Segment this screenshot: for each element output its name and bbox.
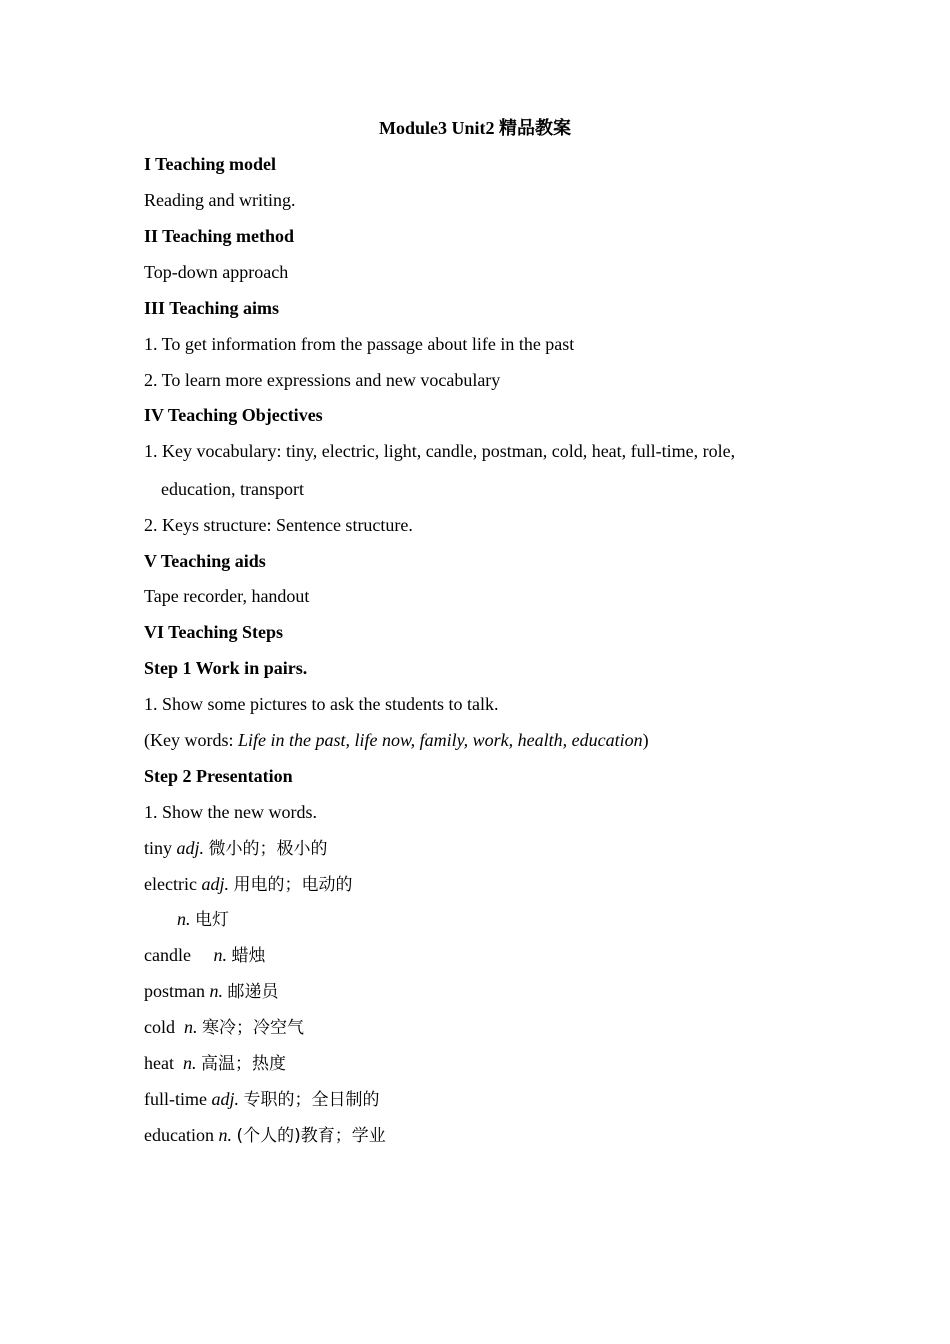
vocab-meaning: 寒冷；冷空气 — [202, 1018, 304, 1038]
aim-item: 1. To get information from the passage about life in the past — [144, 334, 575, 354]
vocab-word: cold — [144, 1017, 175, 1037]
vocab-meaning: 高温；热度 — [200, 1054, 286, 1074]
vocab-meaning: 专职的；全日制的 — [243, 1090, 380, 1110]
section-heading-teaching-model: I Teaching model — [144, 154, 277, 174]
vocab-entry — [144, 944, 265, 967]
vocab-pos: n. — [213, 945, 227, 965]
teaching-method-text: Top-down approach — [144, 262, 289, 282]
vocab-meaning: 用电的；电动的 — [233, 875, 353, 895]
page-title: Module3 Unit2 精品教案 — [378, 118, 571, 138]
key-words-list: Life in the past, life now, family, work, health, education — [237, 730, 643, 750]
section-heading-teaching-aims: III Teaching aims — [144, 298, 280, 318]
objective-item: 2. Keys structure: Sentence structure. — [144, 515, 413, 535]
vocab-pos: adj. — [211, 1089, 239, 1109]
key-words-suffix: ) — [642, 730, 649, 750]
vocab-word: education — [144, 1125, 214, 1145]
section-heading-teaching-aids: V Teaching aids — [144, 551, 266, 571]
objective-item-line1: 1. Key vocabulary: tiny, electric, light, candle, postman, cold, heat, full-time, role, — [144, 441, 736, 461]
vocab-pos: n. — [209, 981, 223, 1001]
vocab-meaning: 电灯 — [195, 910, 229, 930]
aim-item: 2. To learn more expressions and new vocabulary — [144, 370, 501, 390]
vocab-pos: adj. — [176, 838, 205, 858]
vocab-entry — [144, 1052, 286, 1075]
vocab-word: heat — [144, 1053, 174, 1073]
vocab-word: full-time — [144, 1089, 207, 1109]
section-heading-teaching-method: II Teaching method — [144, 226, 295, 246]
section-heading-teaching-objectives: IV Teaching Objectives — [144, 405, 323, 425]
vocab-meaning: 蜡烛 — [231, 946, 266, 966]
vocab-word: postman — [144, 981, 205, 1001]
vocab-pos: n. — [177, 909, 191, 929]
vocab-word: candle — [144, 945, 191, 965]
step2-item: 1. Show the new words. — [144, 802, 317, 822]
vocab-meaning: 微小的；极小的 — [208, 839, 328, 859]
vocab-pos: adj. — [201, 874, 229, 894]
teaching-model-text: Reading and writing. — [144, 190, 296, 210]
key-words-prefix: (Key words: — [144, 730, 238, 750]
section-heading-teaching-steps: VI Teaching Steps — [144, 622, 284, 642]
vocab-entry — [144, 1124, 386, 1147]
vocab-pos: n. — [218, 1125, 232, 1145]
vocab-meaning: (个人的)教育；学业 — [236, 1126, 386, 1146]
step2-heading: Step 2 Presentation — [144, 766, 293, 786]
vocab-entry — [144, 873, 352, 896]
vocab-pos: n. — [184, 1017, 198, 1037]
step1-heading: Step 1 Work in pairs. — [144, 658, 308, 678]
step1-item: 1. Show some pictures to ask the students to talk. — [144, 694, 499, 714]
vocab-entry — [177, 908, 229, 931]
vocab-entry — [144, 1016, 304, 1039]
vocab-entry — [144, 1088, 380, 1111]
vocab-meaning: 邮递员 — [227, 982, 279, 1002]
vocab-word: electric — [144, 874, 197, 894]
vocab-pos: n. — [182, 1053, 197, 1073]
vocab-entry — [144, 837, 328, 860]
vocab-entry — [144, 980, 279, 1003]
teaching-aids-text: Tape recorder, handout — [144, 586, 310, 606]
vocab-word: tiny — [144, 838, 173, 858]
key-words-line — [144, 729, 649, 751]
objective-item-line2: education, transport — [161, 479, 304, 499]
